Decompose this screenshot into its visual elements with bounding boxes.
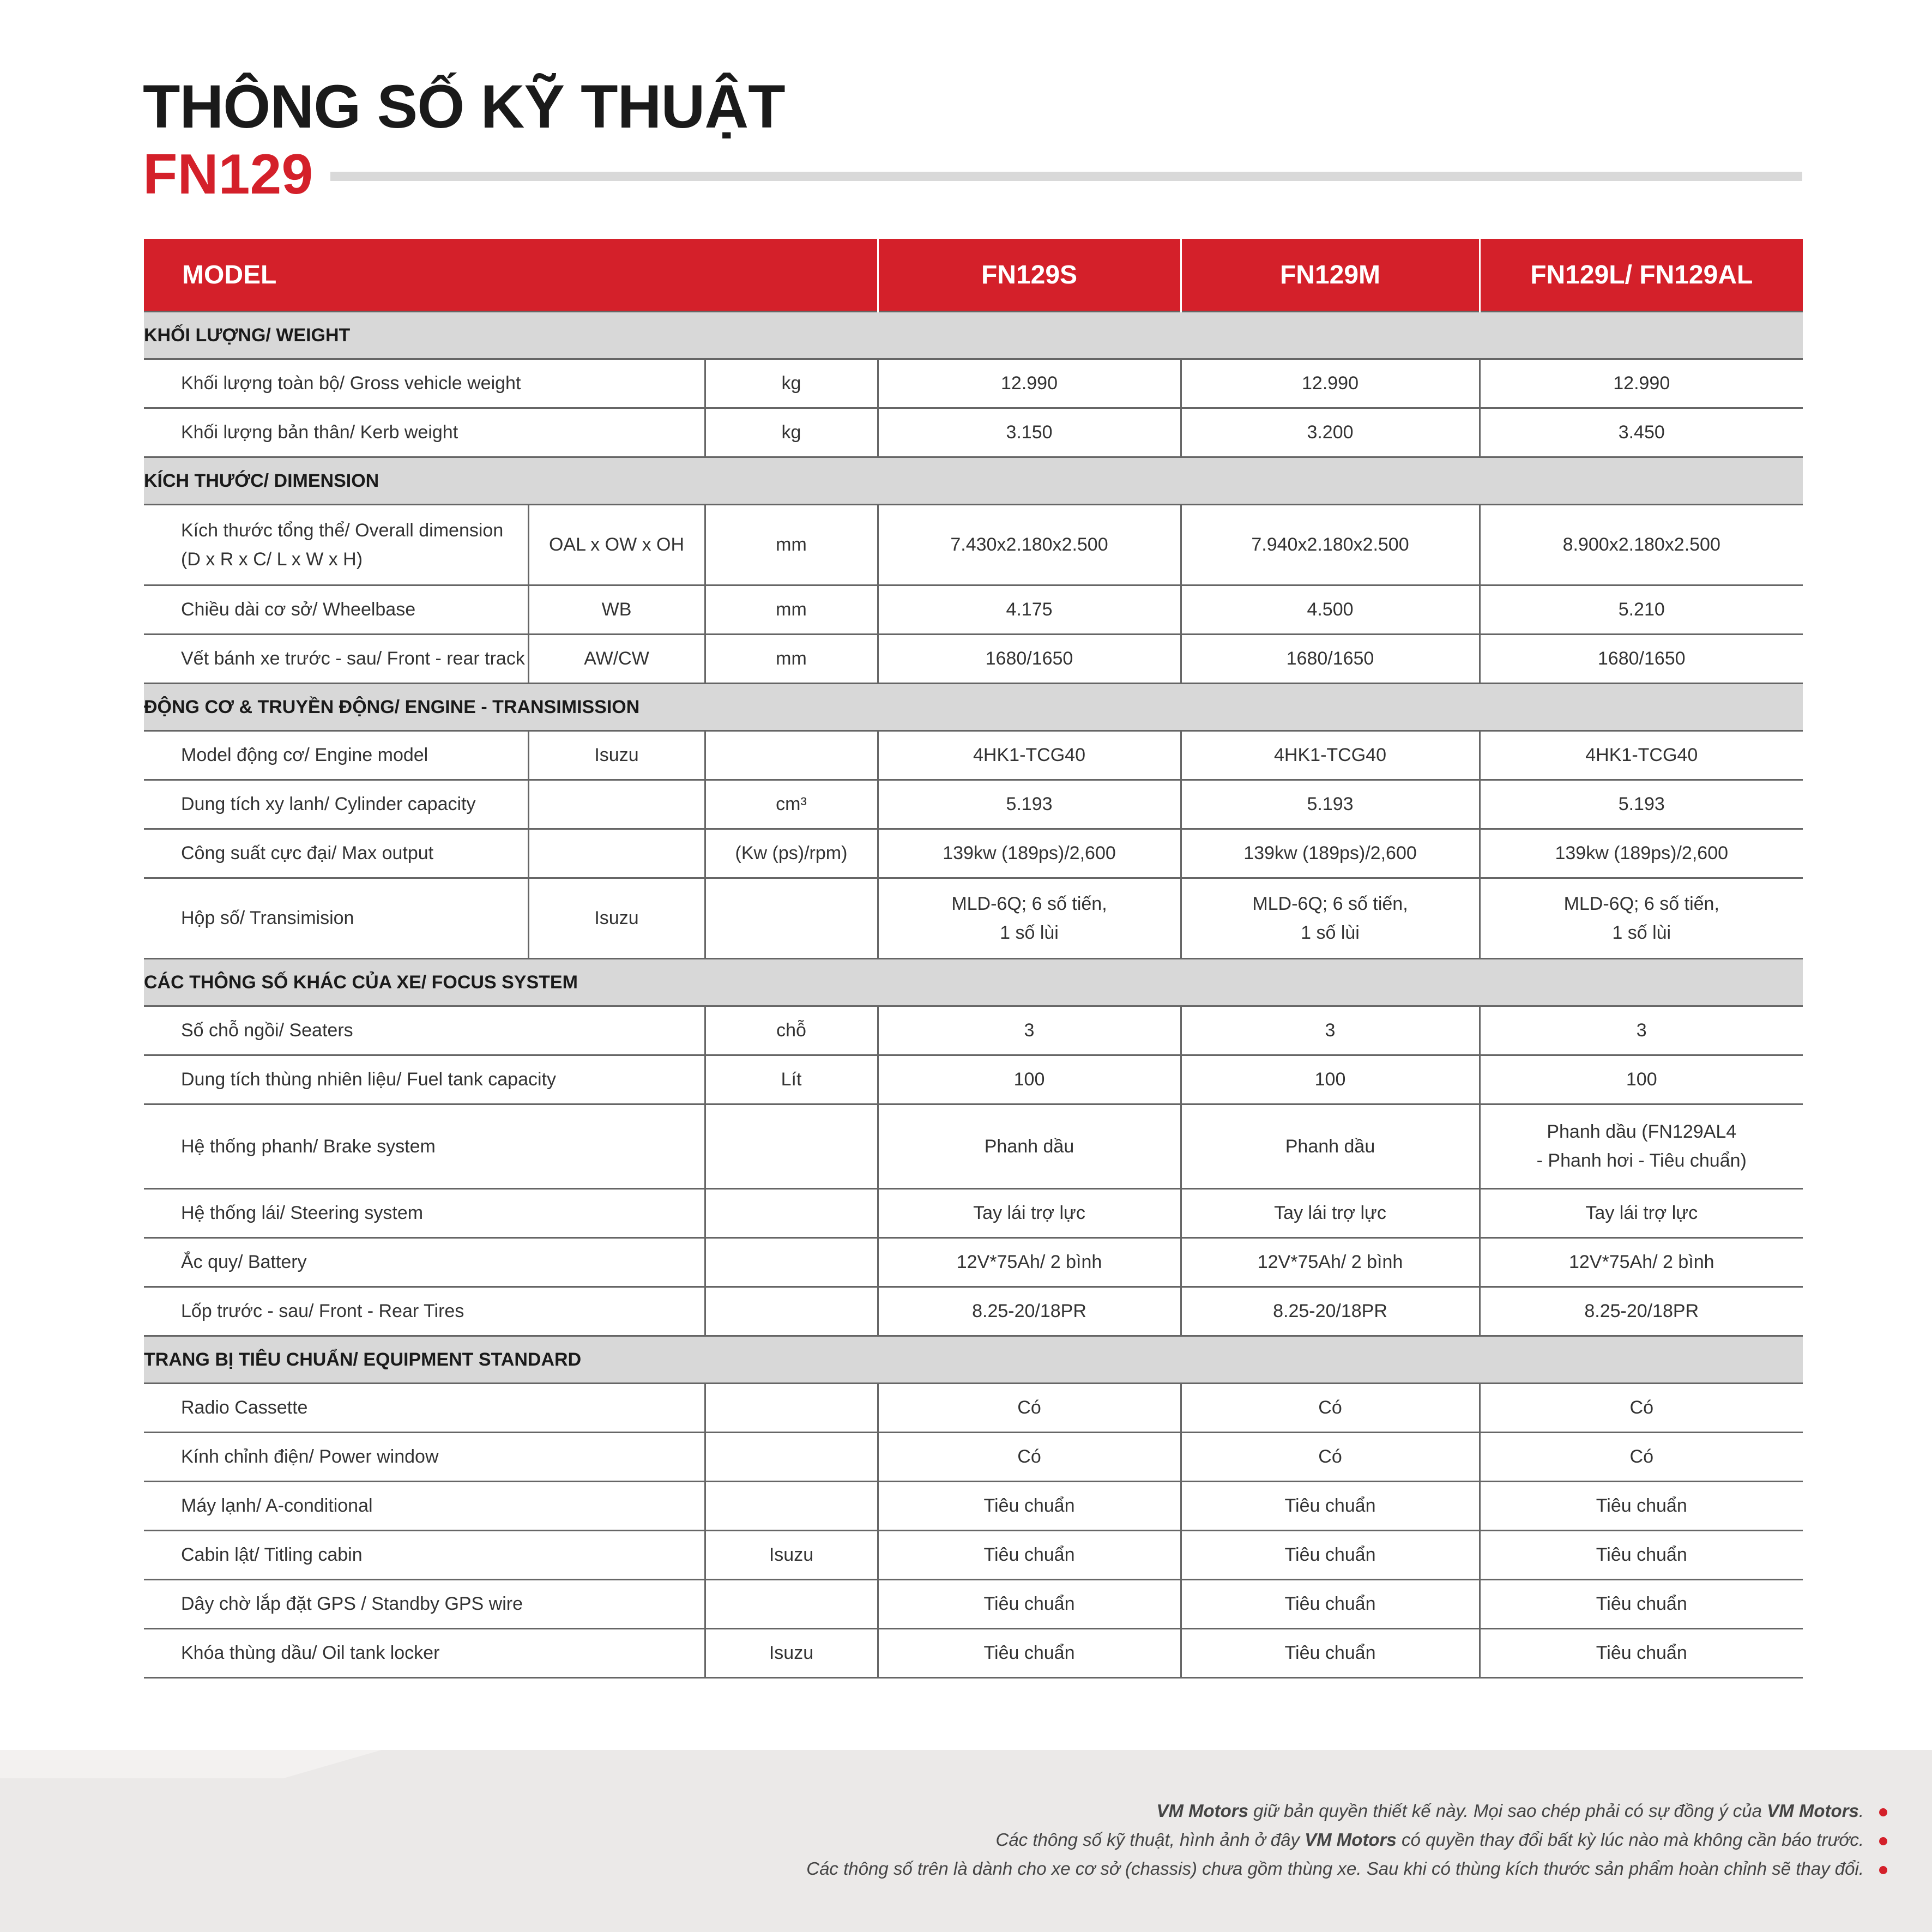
title-divider <box>330 172 1802 181</box>
spec-table-body <box>144 312 1803 1678</box>
spec-label: Chiều dài cơ sở/ Wheelbase <box>144 585 528 635</box>
value-fn129s: 139kw (189ps)/2,600 <box>878 829 1181 878</box>
spec-unit: chỗ <box>705 1006 878 1055</box>
spec-code <box>528 780 705 829</box>
spec-unit <box>705 1433 878 1482</box>
value-fn129s: 8.25-20/18PR <box>878 1287 1181 1336</box>
note-text: Các thông số kỹ thuật, hình ảnh ở đây <box>995 1830 1305 1850</box>
spec-code: OAL x OW x OH <box>528 505 705 585</box>
brand-name: VM Motors <box>1767 1801 1859 1821</box>
spec-label: Hộp số/ Transimision <box>144 878 528 959</box>
section-title: CÁC THÔNG SỐ KHÁC CỦA XE/ FOCUS SYSTEM <box>144 959 1803 1006</box>
spec-row <box>144 780 1803 829</box>
value-fn129m: 1680/1650 <box>1181 635 1480 684</box>
spec-label: Khóa thùng dầu/ Oil tank locker <box>144 1629 705 1678</box>
value-fn129m: Tiêu chuẩn <box>1181 1482 1480 1531</box>
header-model: MODEL <box>144 239 878 312</box>
value-fn129l-al: Tiêu chuẩn <box>1480 1482 1803 1531</box>
section-header-row <box>144 684 1803 731</box>
value-fn129s: 4HK1-TCG40 <box>878 731 1181 780</box>
value-fn129m: 4.500 <box>1181 585 1480 635</box>
spec-unit: mm <box>705 585 878 635</box>
value-fn129m: Có <box>1181 1384 1480 1433</box>
value-fn129s: 12V*75Ah/ 2 bình <box>878 1238 1181 1287</box>
spec-label: Model động cơ/ Engine model <box>144 731 528 780</box>
spec-unit: mm <box>705 635 878 684</box>
spec-unit <box>705 1238 878 1287</box>
header-fn129s: FN129S <box>878 239 1181 312</box>
value-fn129m: 7.940x2.180x2.500 <box>1181 505 1480 585</box>
section-title: KHỐI LƯỢNG/ WEIGHT <box>144 312 1803 359</box>
spec-label: Khối lượng toàn bộ/ Gross vehicle weight <box>144 359 705 408</box>
spec-row <box>144 505 1803 585</box>
value-fn129m: 139kw (189ps)/2,600 <box>1181 829 1480 878</box>
value-fn129m: Tiêu chuẩn <box>1181 1580 1480 1629</box>
value-fn129l-al: Tay lái trợ lực <box>1480 1189 1803 1238</box>
value-fn129m: 3 <box>1181 1006 1480 1055</box>
brand-name: VM Motors <box>1305 1830 1397 1850</box>
spec-row <box>144 829 1803 878</box>
spec-row <box>144 359 1803 408</box>
bullet-icon <box>1879 1808 1887 1816</box>
spec-unit <box>705 1287 878 1336</box>
value-fn129s: Có <box>878 1384 1181 1433</box>
spec-row <box>144 585 1803 635</box>
spec-label: Công suất cực đại/ Max output <box>144 829 528 878</box>
spec-label: Ắc quy/ Battery <box>144 1238 705 1287</box>
value-fn129s: Tiêu chuẩn <box>878 1482 1181 1531</box>
value-fn129m: 8.25-20/18PR <box>1181 1287 1480 1336</box>
spec-row <box>144 1287 1803 1336</box>
value-fn129l-al: 5.193 <box>1480 780 1803 829</box>
spec-code <box>528 829 705 878</box>
spec-unit: cm³ <box>705 780 878 829</box>
spec-row <box>144 1189 1803 1238</box>
spec-row <box>144 1629 1803 1678</box>
section-header-row <box>144 1336 1803 1384</box>
value-fn129l-al: 100 <box>1480 1055 1803 1104</box>
spec-label: Dây chờ lắp đặt GPS / Standby GPS wire <box>144 1580 705 1629</box>
value-fn129m: Có <box>1181 1433 1480 1482</box>
spec-unit: Lít <box>705 1055 878 1104</box>
spec-row <box>144 731 1803 780</box>
value-fn129s: 1680/1650 <box>878 635 1181 684</box>
footer-notes <box>806 1796 1887 1883</box>
spec-label: Hệ thống lái/ Steering system <box>144 1189 705 1238</box>
value-fn129l-al: Tiêu chuẩn <box>1480 1629 1803 1678</box>
value-fn129l-al: MLD-6Q; 6 số tiến, 1 số lùi <box>1480 878 1803 959</box>
value-fn129l-al: Tiêu chuẩn <box>1480 1580 1803 1629</box>
section-title: ĐỘNG CƠ & TRUYỀN ĐỘNG/ ENGINE - TRANSIMISSION <box>144 684 1803 731</box>
spec-unit <box>705 1482 878 1531</box>
value-fn129s: Tiêu chuẩn <box>878 1580 1181 1629</box>
table-header-row <box>144 239 1803 312</box>
value-fn129l-al: 12V*75Ah/ 2 bình <box>1480 1238 1803 1287</box>
spec-row <box>144 408 1803 457</box>
spec-unit <box>705 1189 878 1238</box>
value-fn129s: Tay lái trợ lực <box>878 1189 1181 1238</box>
spec-unit: Isuzu <box>705 1531 878 1580</box>
value-fn129s: 100 <box>878 1055 1181 1104</box>
brand-name: VM Motors <box>1156 1801 1249 1821</box>
change-notice-note <box>806 1825 1887 1854</box>
section-header-row <box>144 457 1803 505</box>
value-fn129l-al: 8.900x2.180x2.500 <box>1480 505 1803 585</box>
spec-unit <box>705 1104 878 1189</box>
note-text: . <box>1858 1801 1864 1821</box>
spec-unit <box>705 731 878 780</box>
spec-label: Dung tích xy lanh/ Cylinder capacity <box>144 780 528 829</box>
value-fn129m: 12.990 <box>1181 359 1480 408</box>
chassis-note <box>806 1854 1887 1883</box>
page-title: THÔNG SỐ KỸ THUẬT <box>143 73 785 141</box>
header-fn129m: FN129M <box>1181 239 1480 312</box>
spec-label: Vết bánh xe trước - sau/ Front - rear track <box>144 635 528 684</box>
value-fn129s: Phanh dầu <box>878 1104 1181 1189</box>
spec-unit: Isuzu <box>705 1629 878 1678</box>
value-fn129m: 12V*75Ah/ 2 bình <box>1181 1238 1480 1287</box>
section-header-row <box>144 312 1803 359</box>
bullet-icon <box>1879 1866 1887 1874</box>
spec-table <box>144 239 1803 1679</box>
value-fn129l-al: 3 <box>1480 1006 1803 1055</box>
value-fn129m: MLD-6Q; 6 số tiến, 1 số lùi <box>1181 878 1480 959</box>
value-fn129s: 5.193 <box>878 780 1181 829</box>
value-fn129l-al: 8.25-20/18PR <box>1480 1287 1803 1336</box>
spec-code: WB <box>528 585 705 635</box>
value-fn129m: 3.200 <box>1181 408 1480 457</box>
value-fn129m: Tiêu chuẩn <box>1181 1629 1480 1678</box>
spec-unit <box>705 1580 878 1629</box>
spec-unit: kg <box>705 408 878 457</box>
value-fn129l-al: 5.210 <box>1480 585 1803 635</box>
copyright-note <box>806 1796 1887 1825</box>
spec-label: Máy lạnh/ A-conditional <box>144 1482 705 1531</box>
spec-row <box>144 1580 1803 1629</box>
value-fn129s: 3.150 <box>878 408 1181 457</box>
value-fn129s: Tiêu chuẩn <box>878 1629 1181 1678</box>
spec-unit: kg <box>705 359 878 408</box>
spec-unit: (Kw (ps)/rpm) <box>705 829 878 878</box>
model-subtitle: FN129 <box>143 143 313 206</box>
spec-label: Kích thước tổng thể/ Overall dimension (D x R x C/ L x W x H) <box>144 505 528 585</box>
spec-unit: mm <box>705 505 878 585</box>
value-fn129l-al: 4HK1-TCG40 <box>1480 731 1803 780</box>
spec-row <box>144 1055 1803 1104</box>
spec-row <box>144 1531 1803 1580</box>
spec-label: Radio Cassette <box>144 1384 705 1433</box>
value-fn129l-al: Có <box>1480 1384 1803 1433</box>
value-fn129s: 4.175 <box>878 585 1181 635</box>
spec-row <box>144 1006 1803 1055</box>
value-fn129s: 7.430x2.180x2.500 <box>878 505 1181 585</box>
note-text: Các thông số trên là dành cho xe cơ sở (chassis) chưa gồm thùng xe. Sau khi có thùng kích thước sản phẩm hoàn chỉnh sẽ thay đổi. <box>806 1858 1864 1879</box>
value-fn129m: 5.193 <box>1181 780 1480 829</box>
spec-label: Số chỗ ngồi/ Seaters <box>144 1006 705 1055</box>
value-fn129s: Có <box>878 1433 1181 1482</box>
value-fn129l-al: Tiêu chuẩn <box>1480 1531 1803 1580</box>
spec-row <box>144 1104 1803 1189</box>
spec-label: Khối lượng bản thân/ Kerb weight <box>144 408 705 457</box>
spec-label: Lốp trước - sau/ Front - Rear Tires <box>144 1287 705 1336</box>
value-fn129l-al: 1680/1650 <box>1480 635 1803 684</box>
spec-label: Cabin lật/ Titling cabin <box>144 1531 705 1580</box>
spec-row <box>144 1238 1803 1287</box>
spec-unit <box>705 1384 878 1433</box>
value-fn129m: 4HK1-TCG40 <box>1181 731 1480 780</box>
bullet-icon <box>1879 1837 1887 1845</box>
value-fn129s: Tiêu chuẩn <box>878 1531 1181 1580</box>
spec-row <box>144 1384 1803 1433</box>
value-fn129m: Tiêu chuẩn <box>1181 1531 1480 1580</box>
value-fn129l-al: 139kw (189ps)/2,600 <box>1480 829 1803 878</box>
section-title: KÍCH THƯỚC/ DIMENSION <box>144 457 1803 505</box>
value-fn129m: 100 <box>1181 1055 1480 1104</box>
spec-row <box>144 1433 1803 1482</box>
spec-unit <box>705 878 878 959</box>
spec-label: Hệ thống phanh/ Brake system <box>144 1104 705 1189</box>
header-fn129l-al: FN129L/ FN129AL <box>1530 260 1753 289</box>
value-fn129m: Phanh dầu <box>1181 1104 1480 1189</box>
section-header-row <box>144 959 1803 1006</box>
spec-row <box>144 1482 1803 1531</box>
spec-label: Kính chỉnh điện/ Power window <box>144 1433 705 1482</box>
spec-row <box>144 878 1803 959</box>
spec-label: Dung tích thùng nhiên liệu/ Fuel tank capacity <box>144 1055 705 1104</box>
note-text: giữ bản quyền thiết kế này. Mọi sao chép phải có sự đồng ý của <box>1248 1801 1767 1821</box>
spec-code: AW/CW <box>528 635 705 684</box>
note-text: có quyền thay đổi bất kỳ lúc nào mà không cần báo trước. <box>1396 1830 1864 1850</box>
value-fn129l-al: Có <box>1480 1433 1803 1482</box>
value-fn129l-al: 3.450 <box>1480 408 1803 457</box>
spec-code: Isuzu <box>528 731 705 780</box>
value-fn129m: Tay lái trợ lực <box>1181 1189 1480 1238</box>
value-fn129l-al: Phanh dầu (FN129AL4 - Phanh hơi - Tiêu chuẩn) <box>1480 1104 1803 1189</box>
value-fn129s: MLD-6Q; 6 số tiến, 1 số lùi <box>878 878 1181 959</box>
spec-row <box>144 635 1803 684</box>
value-fn129s: 12.990 <box>878 359 1181 408</box>
value-fn129l-al: 12.990 <box>1480 359 1803 408</box>
spec-code: Isuzu <box>528 878 705 959</box>
value-fn129s: 3 <box>878 1006 1181 1055</box>
section-title: TRANG BỊ TIÊU CHUẨN/ EQUIPMENT STANDARD <box>144 1336 1803 1384</box>
